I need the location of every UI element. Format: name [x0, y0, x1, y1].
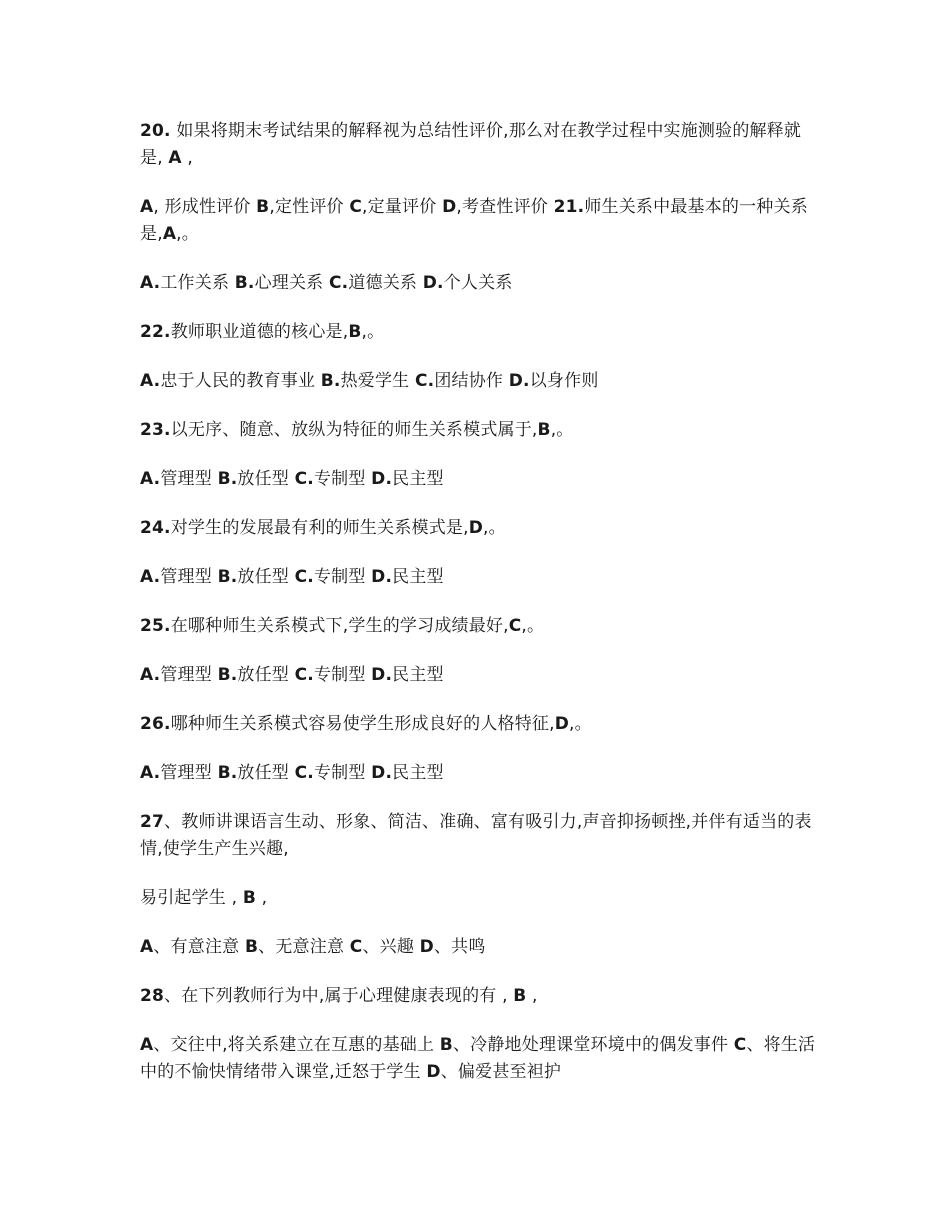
text-run: 、无意注意	[258, 937, 350, 957]
bold-label: B	[244, 937, 259, 957]
bold-label: C	[508, 616, 522, 636]
text-run: 民主型	[392, 567, 444, 587]
text-run: 道德关系	[348, 273, 423, 293]
text-run: ,。	[176, 224, 199, 244]
text-run: 放任型	[237, 469, 295, 489]
bold-label: B.	[234, 273, 255, 293]
document-page	[140, 118, 820, 1108]
text-run: 心理关系	[254, 273, 329, 293]
bold-label: B.	[217, 469, 238, 489]
question-paragraph	[140, 934, 820, 961]
text-run: ,。	[483, 518, 506, 538]
bold-label: D.	[422, 273, 444, 293]
bold-label: C	[349, 197, 363, 217]
text-run: 团结协作	[434, 371, 509, 391]
text-run: 专制型	[313, 763, 372, 783]
text-run: 管理型	[160, 567, 218, 587]
bold-label: D.	[508, 371, 530, 391]
bold-label: C	[733, 1035, 747, 1055]
text-run: 、共鸣	[433, 937, 486, 957]
text-run: 忠于人民的教育事业	[160, 371, 321, 391]
bold-label: B	[439, 1035, 453, 1055]
question-paragraph	[140, 983, 820, 1010]
bold-label: B	[537, 420, 551, 440]
question-paragraph	[140, 194, 820, 248]
text-run: ,。	[550, 420, 574, 440]
question-paragraph	[140, 613, 820, 640]
text-run: 、将生活中的不愉快情绪带入课堂,迁怒于学生	[140, 1035, 816, 1082]
bold-label: A.	[140, 567, 161, 587]
text-run: 热爱学生	[340, 371, 415, 391]
text-run: 放任型	[237, 763, 295, 783]
bold-label: 26.	[140, 714, 171, 734]
bold-label: D.	[371, 665, 393, 685]
text-run: 专制型	[313, 665, 372, 685]
text-run: 、偏爱甚至袒护	[440, 1062, 562, 1082]
question-paragraph	[140, 466, 820, 493]
bold-label: D	[419, 937, 434, 957]
bold-label: 23.	[140, 420, 171, 440]
text-run: 在哪种师生关系模式下,学生的学习成绩最好,	[170, 616, 509, 636]
text-run: 、有意注意	[153, 937, 245, 957]
text-run: 民主型	[392, 665, 444, 685]
bold-label: C.	[328, 273, 349, 293]
text-run: 、兴趣	[362, 937, 420, 957]
text-run: ,定量评价	[362, 197, 443, 217]
bold-label: D	[554, 714, 570, 734]
bold-label: B	[348, 322, 362, 342]
text-run: ,。	[569, 714, 592, 734]
text-run: 工作关系	[160, 273, 235, 293]
text-run: 、交往中,将关系建立在互惠的基础上	[153, 1035, 440, 1055]
question-paragraph	[140, 319, 820, 346]
bold-label: B	[513, 986, 527, 1006]
text-run: 放任型	[237, 665, 295, 685]
bold-label: C.	[414, 371, 435, 391]
bold-label: C.	[294, 567, 314, 587]
text-run: 如果将期末考试结果的解释视为总结性评价,那么对在教学过程中实施测验的解释就是,	[140, 121, 802, 168]
question-paragraph	[140, 564, 820, 591]
question-paragraph	[140, 809, 820, 863]
bold-label: B.	[217, 567, 238, 587]
bold-label: A	[140, 1035, 154, 1055]
bold-label: B	[242, 888, 256, 908]
question-paragraph	[140, 118, 820, 172]
text-run: , 形成性评价	[153, 197, 257, 217]
bold-label: A	[168, 148, 182, 168]
bold-label: D.	[371, 763, 393, 783]
text-run: 个人关系	[443, 273, 513, 293]
bold-label: B.	[217, 763, 238, 783]
bold-label: A.	[140, 763, 161, 783]
text-run: 教师职业道德的核心是,	[170, 322, 349, 342]
question-paragraph	[140, 417, 820, 444]
text-run: 、在下列教师行为中,属于心理健康表现的有 ,	[164, 986, 514, 1006]
text-run: 以身作则	[529, 371, 599, 391]
bold-label: C.	[294, 763, 314, 783]
bold-label: B	[256, 197, 270, 217]
text-run: ,	[255, 888, 268, 908]
text-run: 专制型	[313, 567, 372, 587]
bold-label: A	[140, 197, 154, 217]
text-run: ,考查性评价	[456, 197, 554, 217]
text-run: ,	[181, 148, 193, 168]
bold-label: 24.	[140, 518, 171, 538]
question-paragraph	[140, 368, 820, 395]
bold-label: 20.	[140, 121, 171, 141]
bold-label: D.	[371, 567, 393, 587]
bold-label: A.	[140, 665, 161, 685]
bold-label: A.	[140, 371, 161, 391]
text-run: 专制型	[313, 469, 372, 489]
question-paragraph	[140, 270, 820, 297]
bold-label: 25.	[140, 616, 171, 636]
question-paragraph	[140, 711, 820, 738]
bold-label: C.	[294, 665, 314, 685]
text-run: 管理型	[160, 469, 218, 489]
bold-label: 28	[140, 986, 165, 1006]
bold-label: B.	[217, 665, 238, 685]
question-paragraph	[140, 1032, 820, 1086]
text-run: 师生关系中最基本的一种关系是,	[140, 197, 808, 244]
bold-label: A	[140, 937, 154, 957]
text-run: 民主型	[392, 763, 444, 783]
text-run: 管理型	[160, 665, 218, 685]
bold-label: A	[162, 224, 177, 244]
bold-label: C.	[294, 469, 314, 489]
text-run: 对学生的发展最有利的师生关系模式是,	[170, 518, 469, 538]
text-run: 以无序、随意、放纵为特征的师生关系模式属于,	[170, 420, 538, 440]
bold-label: D	[468, 518, 484, 538]
text-run: 放任型	[237, 567, 295, 587]
text-run: 、冷静地处理课堂环境中的偶发事件	[452, 1035, 734, 1055]
bold-label: D.	[371, 469, 393, 489]
bold-label: D	[426, 1062, 441, 1082]
text-run: ,	[526, 986, 538, 1006]
bold-label: A.	[140, 273, 161, 293]
question-paragraph	[140, 515, 820, 542]
text-run: ,。	[521, 616, 545, 636]
bold-label: B.	[320, 371, 341, 391]
question-paragraph	[140, 662, 820, 689]
bold-label: 22.	[140, 322, 171, 342]
bold-label: 27	[140, 812, 165, 832]
bold-label: 21.	[553, 197, 585, 217]
question-paragraph	[140, 885, 820, 912]
question-paragraph	[140, 760, 820, 787]
text-run: 哪种师生关系模式容易使学生形成良好的人格特征,	[170, 714, 555, 734]
text-run: 民主型	[392, 469, 444, 489]
text-run: 、教师讲课语言生动、形象、简洁、准确、富有吸引力,声音抑扬顿挫,并伴有适当的表情,使学生产生兴趣,	[140, 812, 812, 859]
text-run: 管理型	[160, 763, 218, 783]
bold-label: C	[349, 937, 363, 957]
text-run: 易引起学生 ,	[140, 888, 243, 908]
text-run: ,定性评价	[269, 197, 350, 217]
bold-label: D	[442, 197, 457, 217]
text-run: ,。	[361, 322, 385, 342]
bold-label: A.	[140, 469, 161, 489]
